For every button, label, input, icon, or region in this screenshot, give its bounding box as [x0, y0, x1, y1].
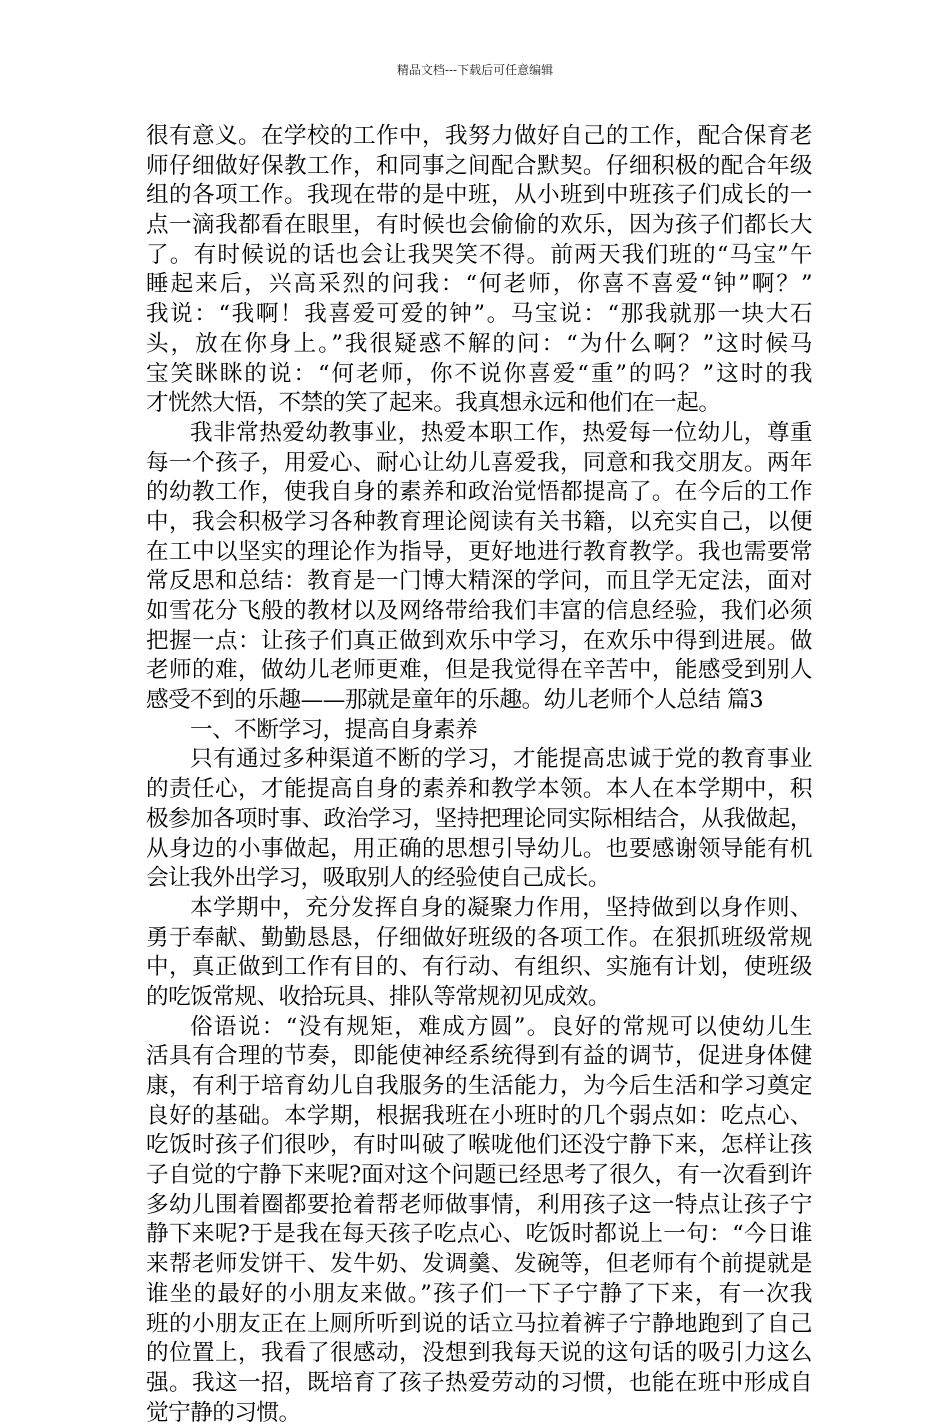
text-line: 极参加各项时事、政治学习，坚持把理论同实际相结合，从我做起， — [146, 805, 812, 832]
text-line: 觉宁静的习惯。 — [146, 1399, 301, 1426]
text-line: 如雪花分飞般的教材以及网络带给我们丰富的信息经验，我们必须 — [146, 598, 812, 624]
text-line: 中，真正做到工作有目的、有行动、有组织、实施有计划，使班级 — [146, 954, 812, 981]
text-line: 多幼儿围着圈都要抢着帮老师做事情，利用孩子这一特点让孩子宁 — [146, 1191, 812, 1218]
text-line: 师仔细做好保教工作，和同事之间配合默契。仔细积极的配合年级 — [146, 152, 812, 179]
text-line: 把握一点：让孩子们真正做到欢乐中学习，在欢乐中得到进展。做 — [146, 627, 812, 654]
text-line: 老师的难，做幼儿老师更难，但是我觉得在辛苦中，能感受到别人 — [146, 657, 812, 684]
text-line: 班的小朋友正在上厕所听到说的话立马拉着裤子宁静地跑到了自己 — [146, 1310, 812, 1337]
text-line: 康，有利于培育幼儿自我服务的生活能力，为今后生活和学习奠定 — [146, 1073, 812, 1099]
text-line: 从身边的小事做起，用正确的思想引导幼儿。也要感谢领导能有机 — [146, 835, 812, 862]
text-line: 的责任心，才能提高自身的素养和教学本领。本人在本学期中，积 — [146, 776, 812, 803]
text-line: 中，我会积极学习各种教育理论阅读有关书籍，以充实自己，以便 — [146, 508, 812, 535]
text-line: 才恍然大悟，不禁的笑了起来。我真想永远和他们在一起。 — [146, 390, 721, 417]
text-line: 我非常热爱幼教事业，热爱本职工作，热爱每一位幼儿，尊重 — [190, 419, 812, 446]
text-line: 良好的基础。本学期，根据我班在小班时的几个弱点如：吃点心、 — [146, 1102, 812, 1129]
text-line: 来帮老师发饼干、发牛奶、发调羹、发碗等，但老师有个前提就是 — [146, 1251, 812, 1278]
text-line: 宝笑眯眯的说：“何老师，你不说你喜爱“重”的吗？”这时的我 — [146, 360, 812, 387]
text-line: 组的各项工作。我现在带的是中班，从小班到中班孩子们成长的一 — [146, 182, 812, 209]
document-body — [146, 122, 812, 1428]
section-heading: 一、不断学习，提高自身素养 — [190, 716, 478, 743]
text-line: 静下来呢?于是我在每天孩子吃点心、吃饭时都说上一句：“今日谁 — [146, 1221, 812, 1248]
text-line: 在工中以坚实的理论作为指导，更好地进行教育教学。我也需要常 — [146, 538, 812, 565]
text-line: 子自觉的宁静下来呢?面对这个问题已经思考了很久，有一次看到许 — [146, 1162, 812, 1189]
text-line: 了。有时候说的话也会让我哭笑不得。前两天我们班的“马宝”午 — [146, 241, 812, 268]
text-line: 俗语说：“没有规矩，难成方圆”。良好的常规可以使幼儿生 — [190, 1013, 812, 1040]
text-line: 吃饭时孩子们很吵，有时叫破了喉咙他们还没宁静下来，怎样让孩 — [146, 1132, 812, 1159]
text-line: 谁坐的最好的小朋友来做。”孩子们一下子宁静了下来，有一次我 — [146, 1280, 812, 1307]
text-line: 常反思和总结：教育是一门博大精深的学问，而且学无定法，面对 — [146, 568, 812, 595]
text-line: 头，放在你身上。”我很疑惑不解的问：“为什么啊？”这时候马 — [146, 330, 812, 357]
text-line: 活具有合理的节奏，即能使神经系统得到有益的调节，促进身体健 — [146, 1043, 812, 1070]
text-line: 点一滴我都看在眼里，有时候也会偷偷的欢乐，因为孩子们都长大 — [146, 212, 812, 239]
text-line: 感受不到的乐趣——那就是童年的乐趣。幼儿老师个人总结 篇3 — [146, 687, 764, 714]
text-line: 睡起来后，兴高采烈的问我：“何老师，你喜不喜爱“钟”啊？” — [146, 271, 812, 298]
text-line: 很有意义。在学校的工作中，我努力做好自己的工作，配合保育老 — [146, 123, 812, 149]
text-line: 强。我这一招，既培育了孩子热爱劳动的习惯，也能在班中形成自 — [146, 1369, 812, 1396]
text-line: 的位置上，我看了很感动，没想到我每天说的这句话的吸引力这么 — [146, 1340, 812, 1367]
text-line: 的幼教工作，使我自身的素养和政治觉悟都提高了。在今后的工作 — [146, 479, 812, 506]
page-header: 精品文档---下载后可任意编辑 — [396, 63, 554, 77]
text-line: 勇于奉献、勤勤恳恳，仔细做好班级的各项工作。在狠抓班级常规 — [146, 924, 812, 951]
text-line: 我说：“我啊！我喜爱可爱的钟”。马宝说：“那我就那一块大石 — [146, 301, 812, 328]
text-line: 只有通过多种渠道不断的学习，才能提高忠诚于党的教育事业 — [190, 746, 812, 773]
text-line: 会让我外出学习，吸取别人的经验使自己成长。 — [146, 865, 610, 892]
text-line: 每一个孩子，用爱心、耐心让幼儿喜爱我，同意和我交朋友。两年 — [146, 449, 812, 476]
text-line: 本学期中，充分发挥自身的凝聚力作用，坚持做到以身作则、 — [190, 894, 812, 921]
text-line: 的吃饭常规、收拾玩具、排队等常规初见成效。 — [146, 983, 610, 1010]
